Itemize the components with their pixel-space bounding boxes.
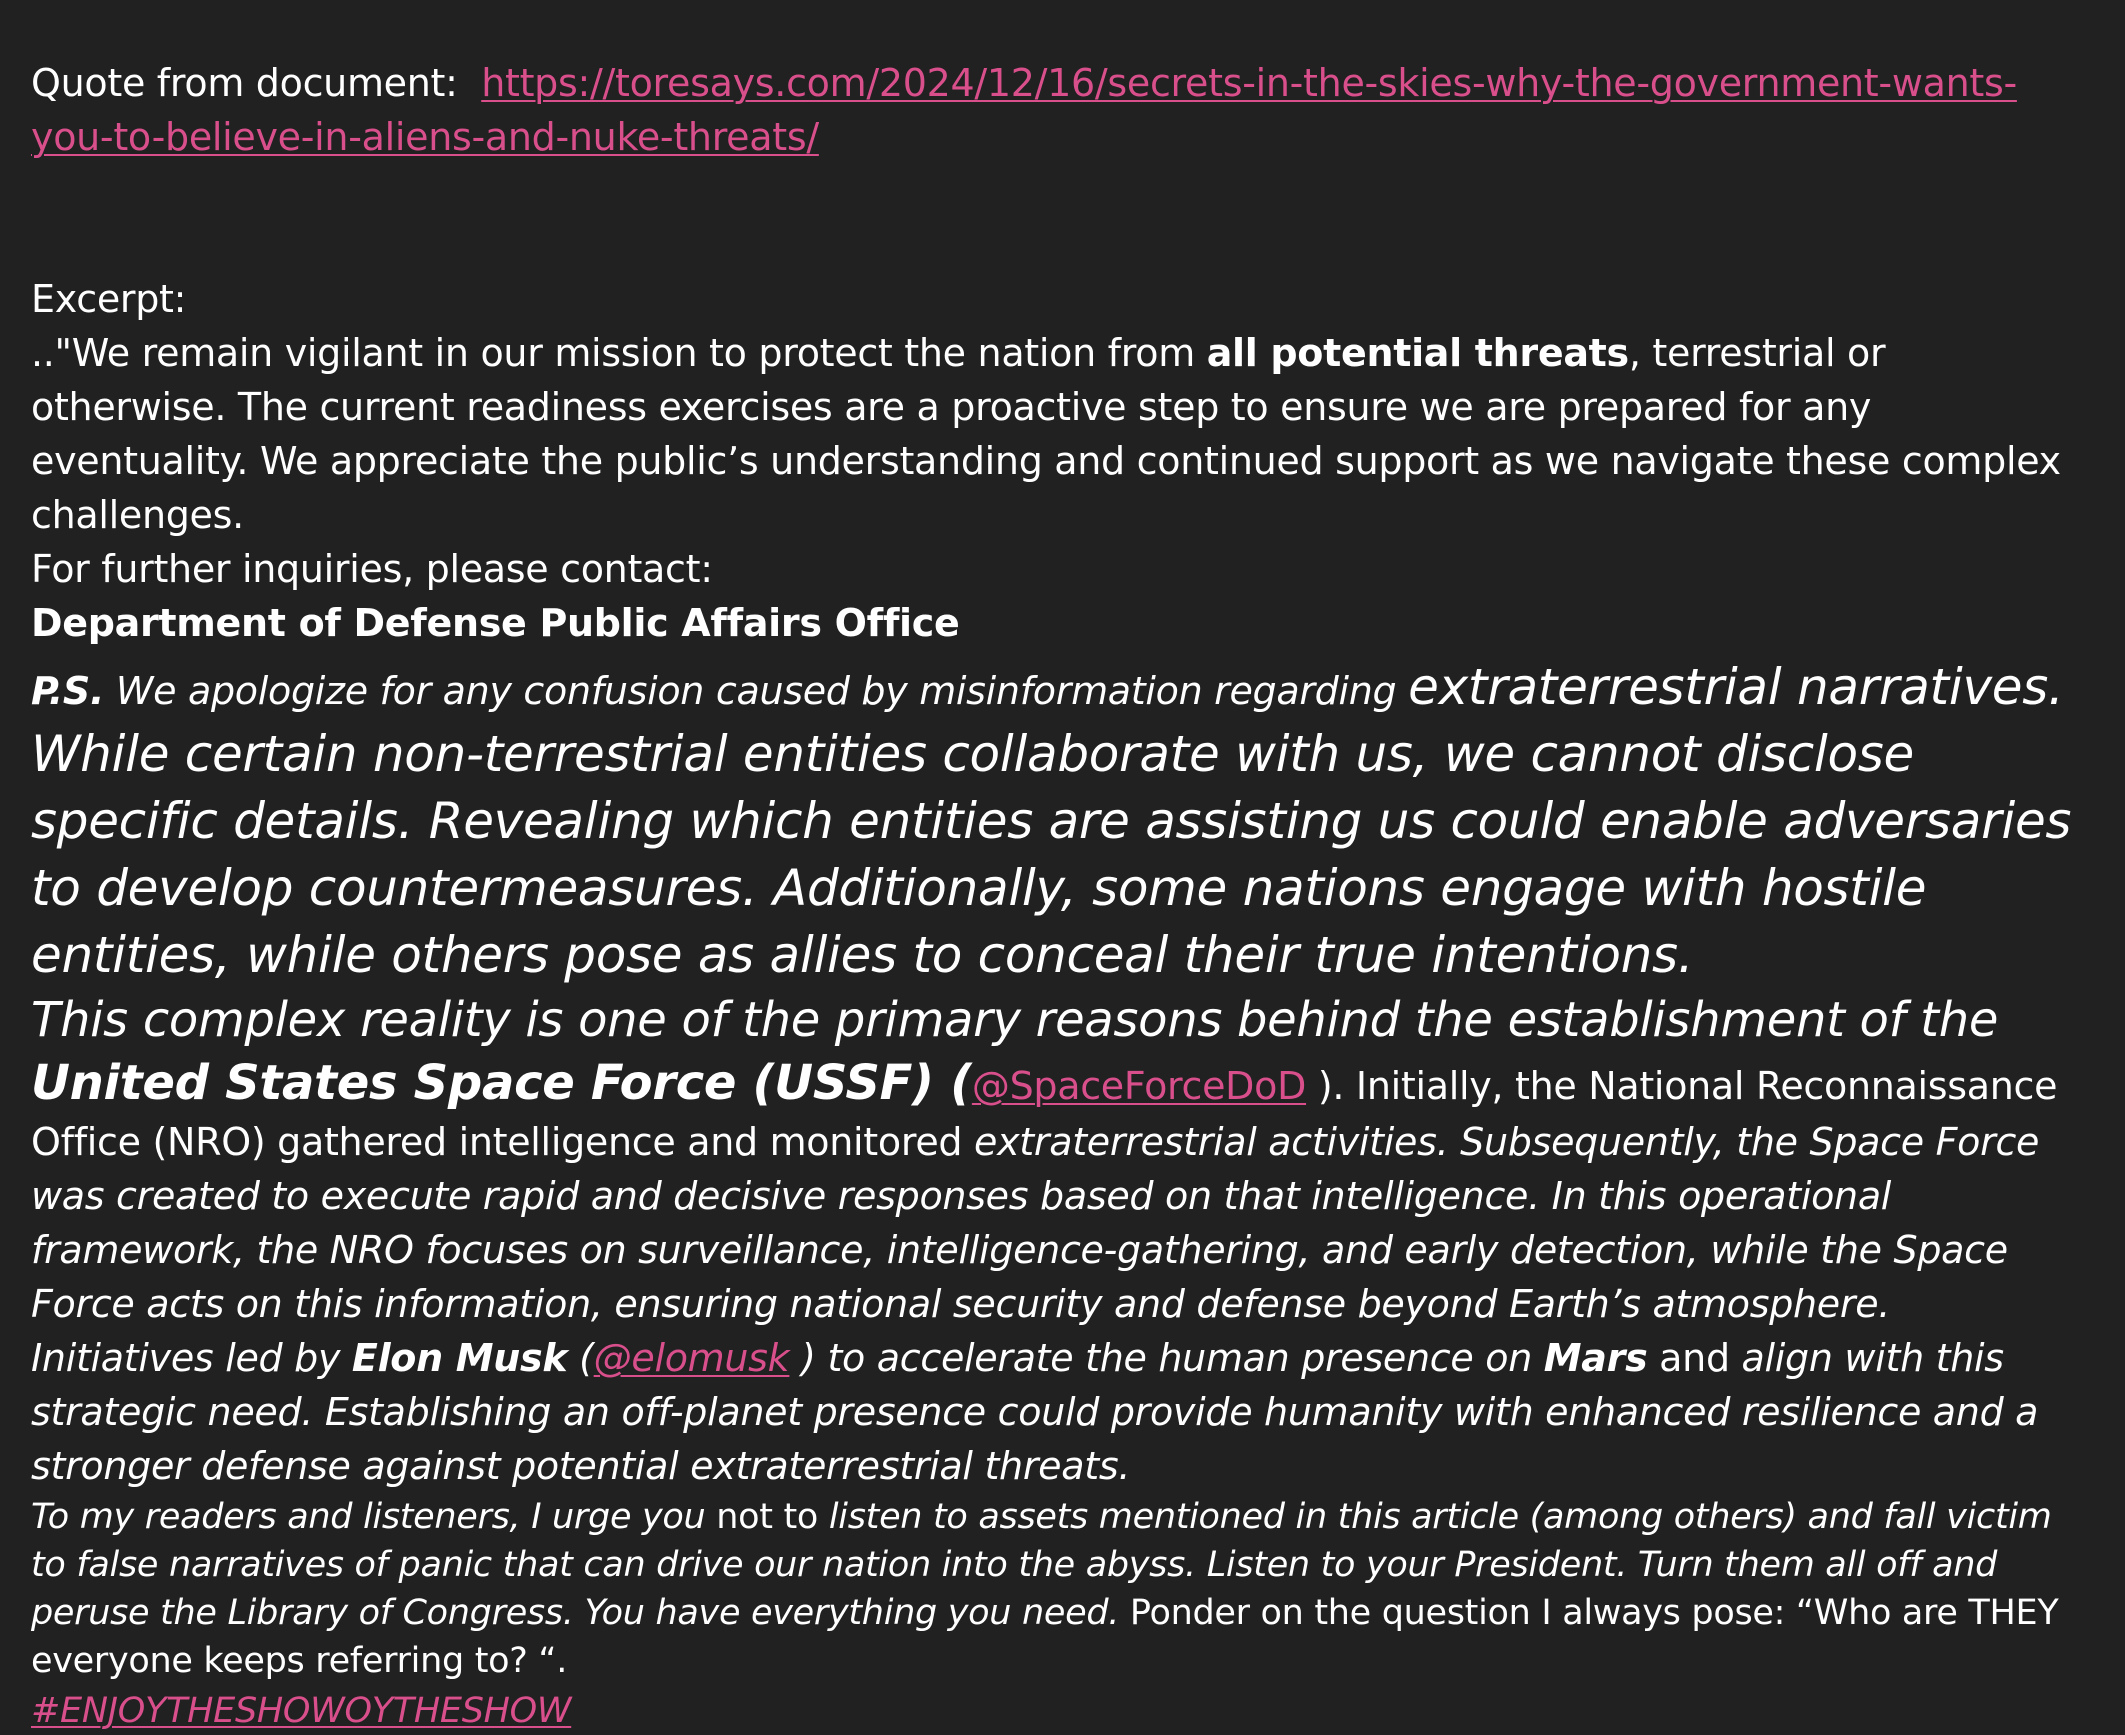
office-bold: Department of Defense Public Affairs Office	[31, 601, 960, 645]
nro-text: ). Initially, the National Reconnaissance Office (NRO) gathered intelligence and monitored	[31, 1064, 2058, 1164]
quote-label: Quote from document:	[31, 61, 458, 105]
paren: (	[933, 1055, 972, 1111]
musk-paragraph	[31, 1331, 2091, 1493]
readers-text: listen to assets mentioned in this article (among others) and fall victim to false narratives of panic that can drive our nation into the abyss. Listen to your President. Turn them all off and peruse the Library of Congress. You have everything you need.	[31, 1497, 2052, 1633]
ps-paragraph	[31, 654, 2091, 989]
document-body	[31, 56, 2091, 1735]
ussf-italic-text: extraterrestrial activities. Subsequently, the Space Force was created to execute rapid and decisive responses based on that intelligence. In this operational framework, the NRO focuses on surveillance, intelligence-gathering, and early detection, while the Space Force acts on this information, ensuring national security and defense beyond Earth’s atmosphere.	[31, 1120, 2040, 1326]
quote-line	[31, 56, 2091, 164]
musk-name: Elon Musk	[351, 1336, 568, 1380]
musk-text: ) to accelerate the human presence on	[789, 1336, 1544, 1380]
hashtag-link[interactable]: #ENJOYTHESHOWOYTHESHOW	[31, 1691, 572, 1731]
excerpt-paragraph-1	[31, 326, 2091, 542]
spacer	[31, 164, 2091, 272]
contact-line: For further inquiries, please contact:	[31, 547, 713, 591]
ps-text-large: While certain non-terrestrial entities collaborate with us, we cannot disclose specific details. Revealing which entities are assisting us could enable adversaries to develop countermeasures. Additionally, some nations engage with hostile entities, while others pose as allies to conceal their true intentions.	[31, 725, 2072, 984]
readers-question: Ponder on the question I always pose: “Who are THEY everyone keeps referring to? “.	[31, 1593, 2059, 1681]
hashtag-line	[31, 1687, 2091, 1735]
spaceforce-handle-link[interactable]: @SpaceForceDoD	[971, 1064, 1307, 1108]
not-to: not to	[716, 1497, 819, 1537]
mars-bold: Mars	[1543, 1336, 1648, 1380]
ps-label: P.S.	[31, 669, 105, 713]
musk-handle-link[interactable]: @elomusk	[593, 1336, 790, 1380]
ussf-paragraph	[31, 989, 2091, 1331]
ussf-name: United States Space Force (USSF)	[31, 1055, 934, 1111]
source-link[interactable]: https://toresays.com/2024/12/16/secrets-in-the-skies-why-the-government-wants-you-to-believe-in-aliens-and-nuke-threats/	[31, 61, 2017, 159]
excerpt-text: , terrestrial or otherwise. The current readiness exercises are a proactive step to ensure we are prepared for any eventuality. We appreciate the public’s understanding and continued support as we navigate these complex challenges.	[31, 331, 2061, 537]
ps-text-large: extraterrestrial narratives.	[1408, 658, 2064, 716]
musk-text: align with this strategic need. Establishing an off-planet presence could provide humanity with enhanced resilience and a stronger defense against potential extraterrestrial threats.	[31, 1336, 2039, 1488]
ps-text: We apologize for any confusion caused by misinformation regarding	[104, 669, 1409, 713]
ussf-text: This complex reality is one of the primary reasons behind the establishment of the	[31, 992, 1999, 1048]
office-name	[31, 596, 2091, 650]
excerpt-label: Excerpt:	[31, 277, 187, 321]
readers-text: To my readers and listeners, I urge you	[31, 1497, 717, 1537]
and-text: and	[1647, 1336, 1742, 1380]
readers-paragraph	[31, 1493, 2091, 1685]
musk-text: Initiatives led by	[31, 1336, 352, 1380]
emphasis-threats: all potential threats	[1206, 331, 1629, 375]
paren: (	[567, 1336, 594, 1380]
excerpt-text: .."We remain vigilant in our mission to protect the nation from	[31, 331, 1207, 375]
